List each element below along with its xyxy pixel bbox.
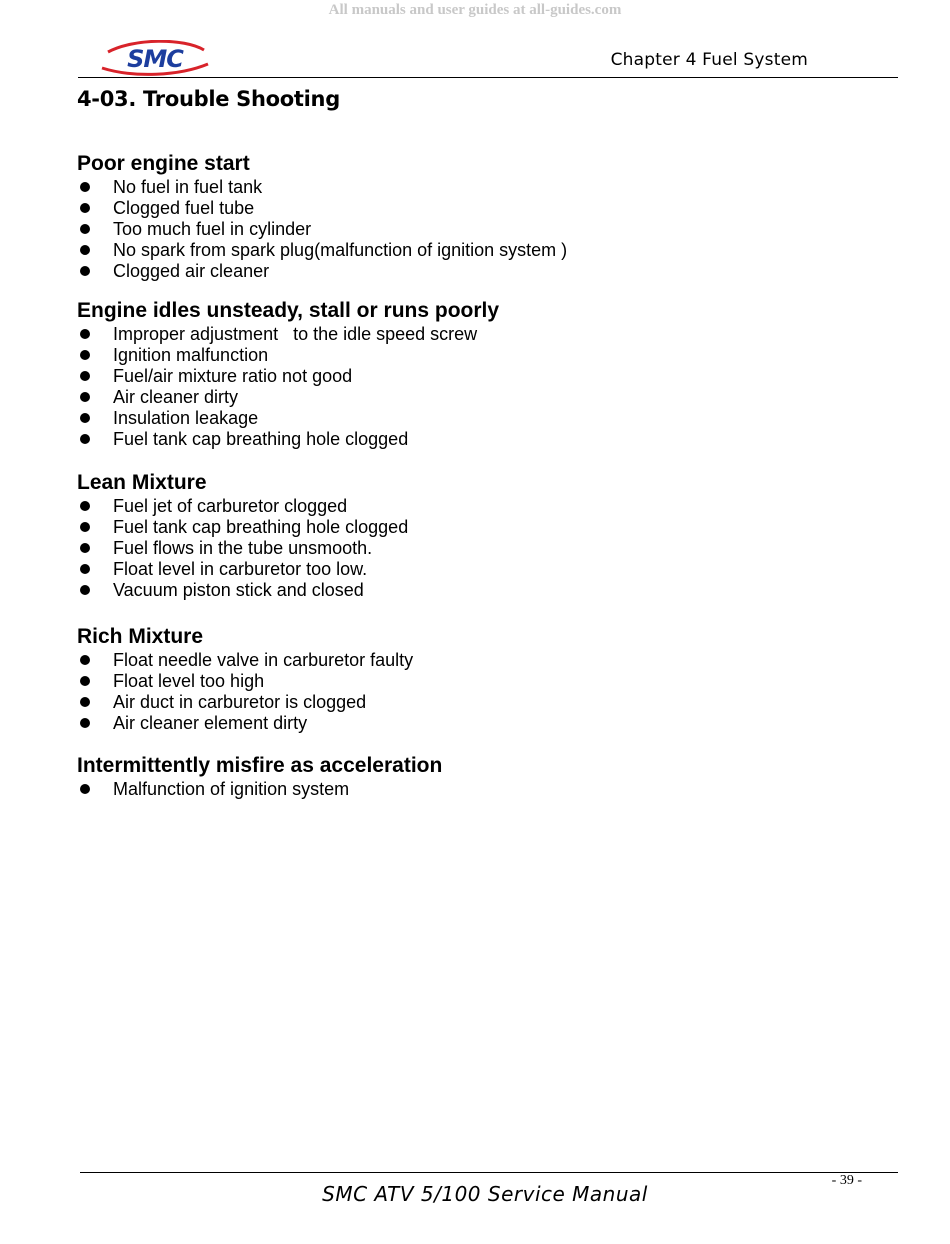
section-poor-engine-start (77, 151, 567, 282)
footer-divider (80, 1172, 898, 1173)
list-item: Too much fuel in cylinder (77, 219, 567, 240)
list-item: Fuel tank cap breathing hole clogged (77, 429, 499, 450)
manual-title: SMC ATV 5/100 Service Manual (322, 1182, 648, 1206)
section-engine-idles (77, 298, 499, 450)
list-item: Clogged air cleaner (77, 261, 567, 282)
bullet-icon (80, 434, 90, 444)
list-item: Air duct in carburetor is clogged (77, 692, 413, 713)
section-intermittent-misfire (77, 753, 442, 800)
bullet-icon (80, 676, 90, 686)
bullet-icon (80, 245, 90, 255)
list-item: Float level too high (77, 671, 413, 692)
bullet-icon (80, 655, 90, 665)
list-item: Float level in carburetor too low. (77, 559, 408, 580)
smc-logo (94, 40, 216, 76)
logo-text: SMC (127, 45, 183, 73)
list-item: Improper adjustment to the idle speed screw (77, 324, 499, 345)
bullet-icon (80, 266, 90, 276)
section-heading: Intermittently misfire as acceleration (77, 754, 443, 777)
list-item: Ignition malfunction (77, 345, 499, 366)
list-item: Air cleaner dirty (77, 387, 499, 408)
bullet-icon (80, 224, 90, 234)
bullet-icon (80, 585, 90, 595)
list-item: Fuel tank cap breathing hole clogged (77, 517, 408, 538)
list-item: Fuel/air mixture ratio not good (77, 366, 499, 387)
section-title: 4-03. Trouble Shooting (77, 87, 340, 111)
watermark: All manuals and user guides at all-guides.com (328, 2, 622, 18)
section-heading: Lean Mixture (77, 471, 207, 494)
bullet-icon (80, 203, 90, 213)
page-number: - 39 - (831, 1173, 862, 1188)
header-divider (78, 77, 898, 78)
bullet-icon (80, 392, 90, 402)
bullet-icon (80, 522, 90, 532)
list-item: Insulation leakage (77, 408, 499, 429)
list-item: Fuel jet of carburetor clogged (77, 496, 408, 517)
bullet-icon (80, 371, 90, 381)
bullet-icon (80, 329, 90, 339)
list-item: Malfunction of ignition system (77, 779, 442, 800)
list-item: Float needle valve in carburetor faulty (77, 650, 413, 671)
bullet-icon (80, 564, 90, 574)
section-heading: Poor engine start (77, 152, 250, 175)
bullet-icon (80, 784, 90, 794)
bullet-icon (80, 350, 90, 360)
list-item: Vacuum piston stick and closed (77, 580, 408, 601)
bullet-icon (80, 543, 90, 553)
chapter-title: Chapter 4 Fuel System (610, 50, 808, 70)
section-heading: Rich Mixture (77, 625, 204, 648)
list-item: Air cleaner element dirty (77, 713, 413, 734)
bullet-icon (80, 413, 90, 423)
list-item: No fuel in fuel tank (77, 177, 567, 198)
section-rich-mixture (77, 624, 413, 734)
bullet-icon (80, 718, 90, 728)
bullet-icon (80, 501, 90, 511)
bullet-icon (80, 697, 90, 707)
list-item: Fuel flows in the tube unsmooth. (77, 538, 408, 559)
section-heading: Engine idles unsteady, stall or runs poorly (77, 299, 500, 322)
section-lean-mixture (77, 470, 408, 601)
bullet-icon (80, 182, 90, 192)
list-item: No spark from spark plug(malfunction of ignition system ) (77, 240, 567, 261)
list-item: Clogged fuel tube (77, 198, 567, 219)
